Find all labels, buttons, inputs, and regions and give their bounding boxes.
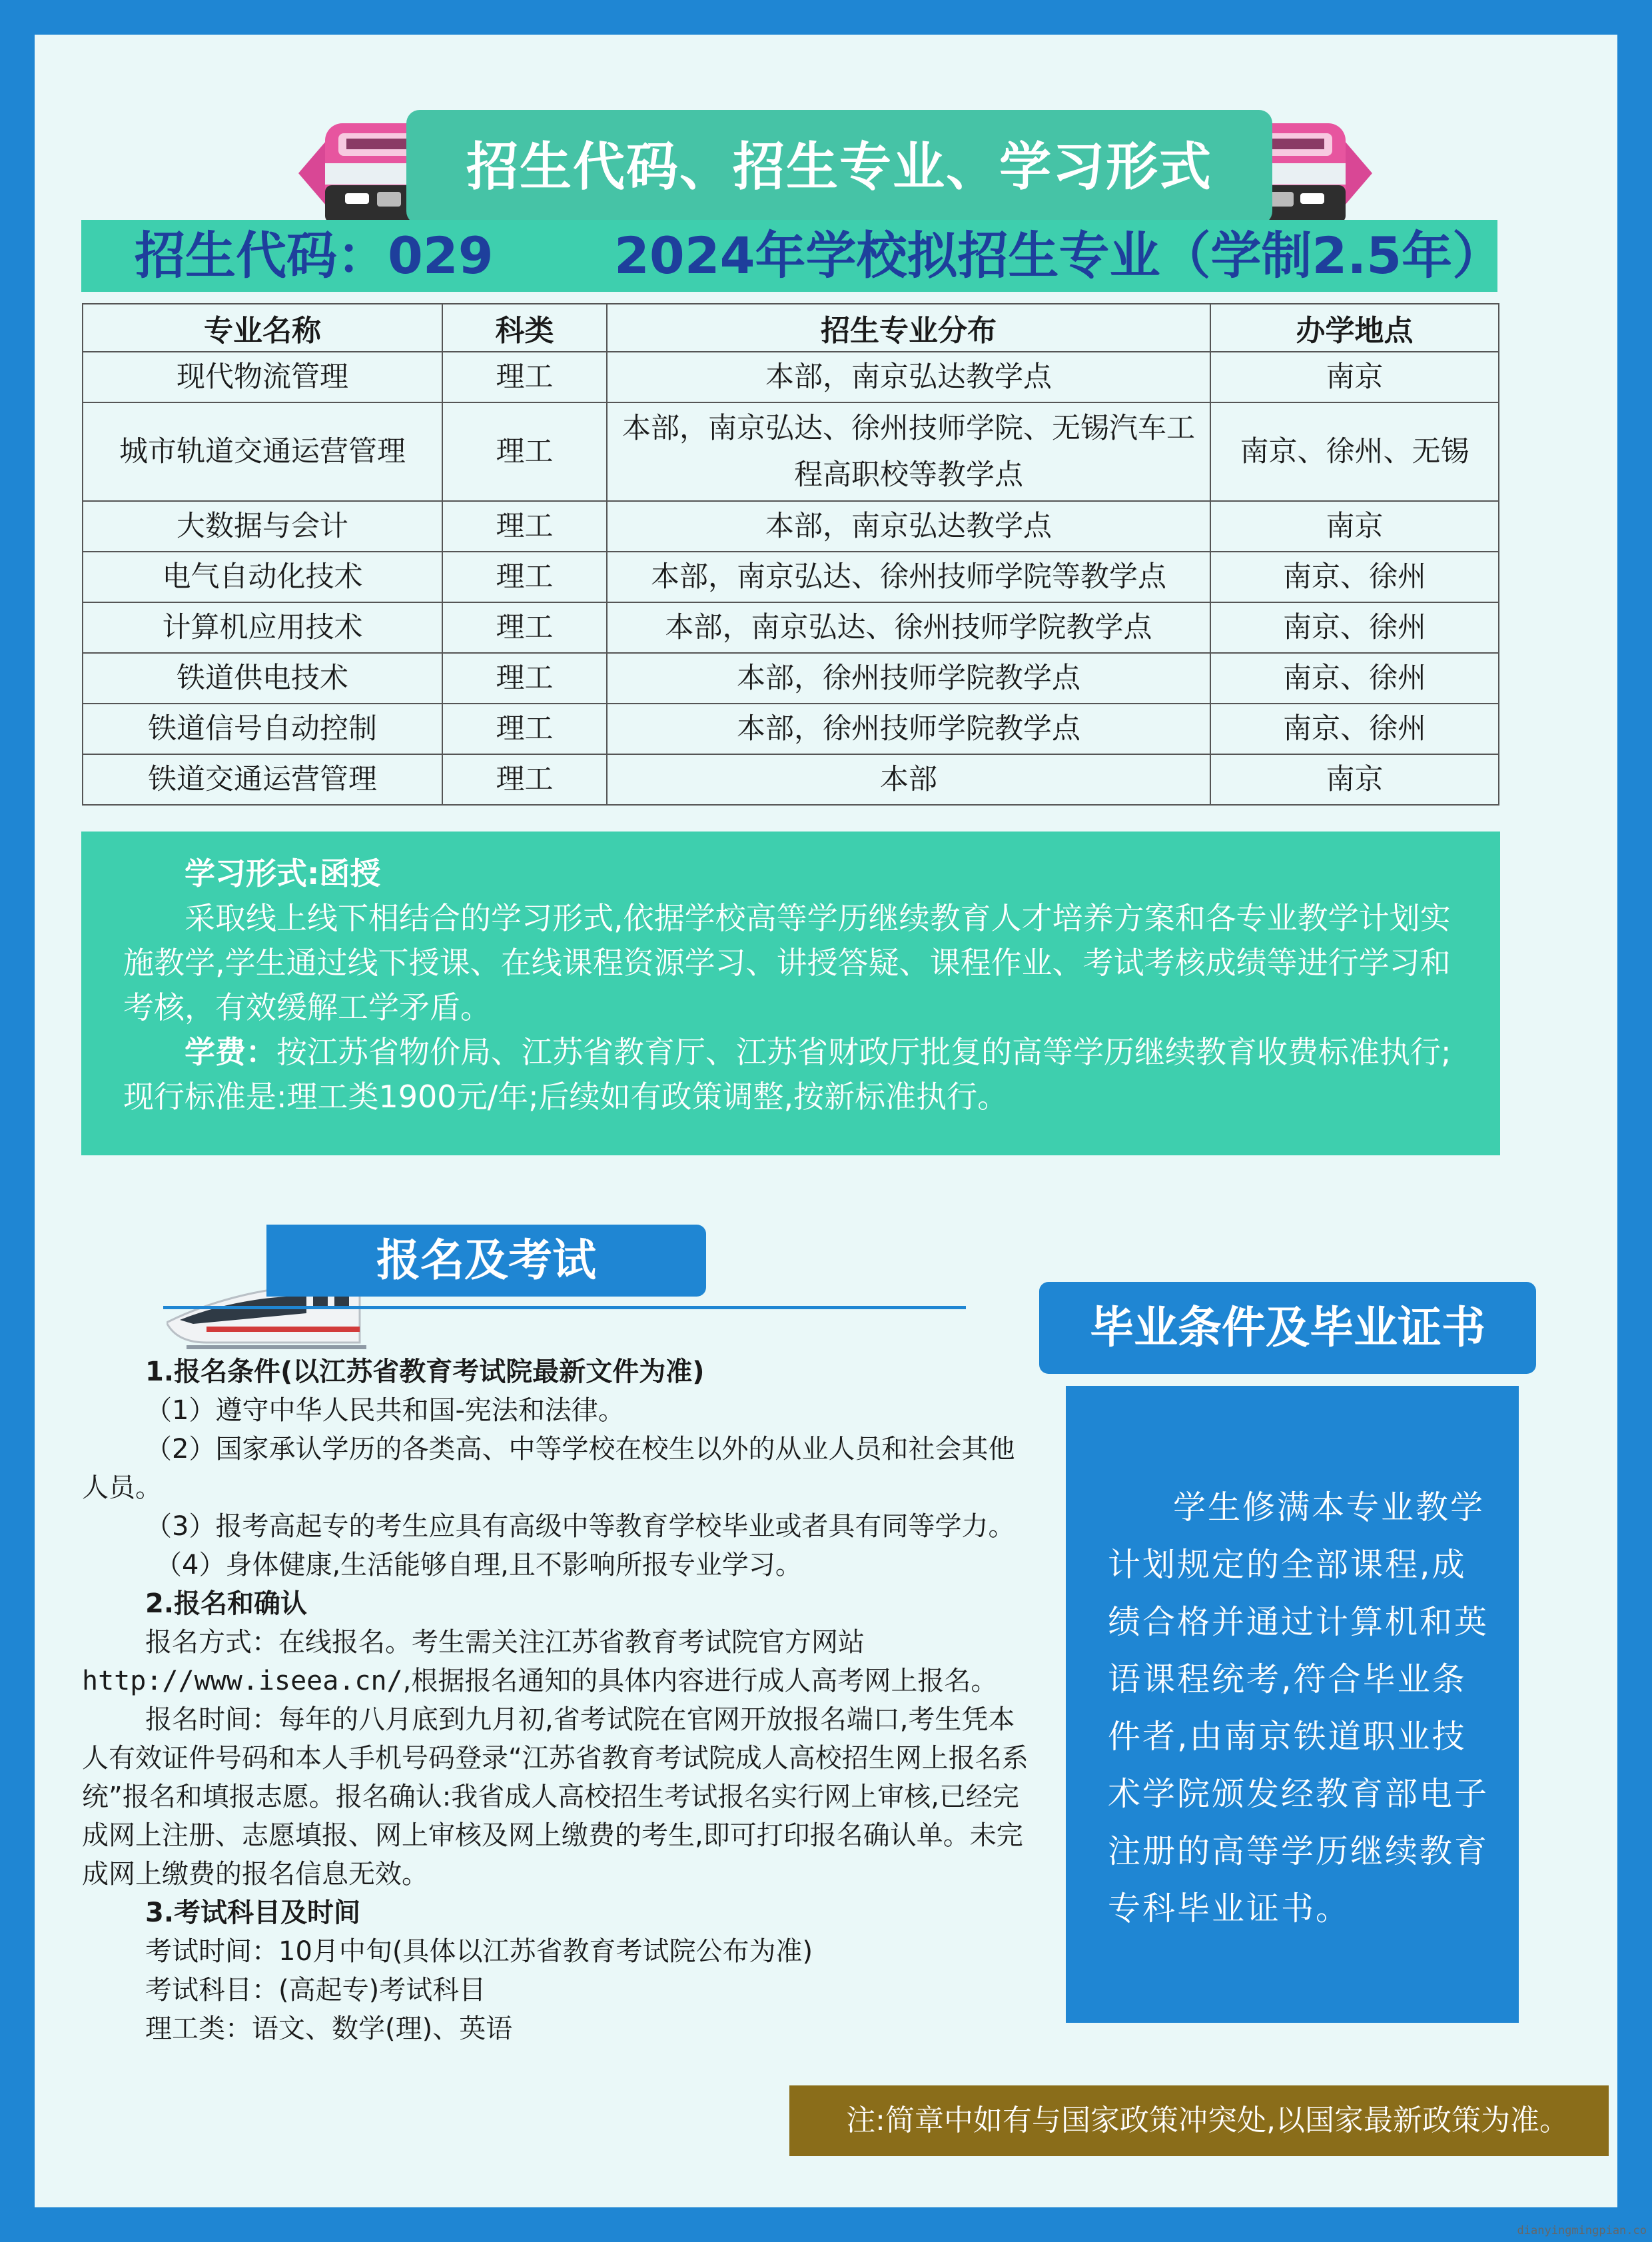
cell-distribution: 本部，徐州技师学院教学点 [607, 653, 1210, 704]
reg-condition-4: （4）身体健康,生活能够自理,且不影响所报专业学习。 [155, 1550, 802, 1580]
col-header-major: 专业名称 [83, 304, 442, 352]
watermark: dianyingmingpian.co [1517, 2224, 1647, 2237]
study-form-text: 采取线上线下相结合的学习形式,依据学校高等学历继续教育人才培养方案和各专业教学计划实施教学,学生通过线下授课、在线课程资源学习、讲授答疑、课程作业、考试考核成绩等进行学习和考核，有效缓解工学矛盾。 [123, 900, 1451, 1025]
exam-time: 考试时间：10月中旬(具体以江苏省教育考试院公布为准) [145, 1936, 813, 1967]
study-info-text [123, 851, 1462, 1119]
reg-heading-1: 1.报名条件(以江苏省教育考试院最新文件为准) [145, 1357, 705, 1387]
cell-category: 理工 [442, 501, 607, 552]
cell-category: 理工 [442, 704, 607, 754]
graduation-title: 毕业条件及毕业证书 [1090, 1302, 1485, 1353]
cell-distribution: 本部，南京弘达、徐州技师学院、无锡汽车工程高职校等教学点 [607, 402, 1210, 501]
col-header-distribution: 招生专业分布 [607, 304, 1210, 352]
cell-major: 电气自动化技术 [83, 552, 442, 602]
col-header-location: 办学地点 [1210, 304, 1499, 352]
cell-major: 现代物流管理 [83, 352, 442, 402]
reg-condition-3: （3）报考高起专的考生应具有高级中等教育学校毕业或者具有同等学力。 [145, 1511, 1015, 1542]
reg-method-tail: ,根据报名通知的具体内容进行成人高考网上报名。 [402, 1666, 998, 1696]
cell-distribution: 本部，南京弘达、徐州技师学院教学点 [607, 602, 1210, 653]
table-row [83, 602, 1499, 653]
cell-category: 理工 [442, 653, 607, 704]
cell-location: 南京、徐州 [1210, 602, 1499, 653]
table-row [83, 653, 1499, 704]
reg-method: 报名方式：在线报名。考生需关注江苏省教育考试院官方网站 [145, 1627, 865, 1658]
reg-condition-2: （2）国家承认学历的各类高、中等学校在校生以外的从业人员和社会其他人员。 [82, 1434, 1015, 1503]
table-header-row [83, 304, 1499, 352]
cell-distribution: 本部，南京弘达教学点 [607, 352, 1210, 402]
sub-banner-text [81, 220, 1503, 292]
table-row [83, 501, 1499, 552]
cell-category: 理工 [442, 352, 607, 402]
table-row [83, 352, 1499, 402]
reg-time: 报名时间：每年的八月底到九月初,省考试院在官网开放报名端口,考生凭本人有效证件号码和本人手机号码登录“江苏省教育考试院成人高校招生网上报名系统”报名和填报志愿。报名确认:我省成人高校招生考试报名实行网上审核,已经完成网上注册、志愿填报、网上审核及网上缴费的考生,即可打印报名确认单。未完成网上缴费的报名信息无效。 [82, 1704, 1029, 1890]
cell-major: 大数据与会计 [83, 501, 442, 552]
registration-content [82, 1353, 1041, 2048]
table-row [83, 754, 1499, 805]
study-form-label: 学习形式:函授 [185, 855, 381, 891]
cell-category: 理工 [442, 602, 607, 653]
majors-table [82, 303, 1499, 806]
reg-url-link[interactable]: http://www.iseea.cn/ [82, 1666, 403, 1696]
note-text: 注:简章中如有与国家政策冲突处,以国家最新政策为准。 [846, 2103, 1569, 2137]
cell-location: 南京、徐州 [1210, 653, 1499, 704]
section-divider [163, 1306, 966, 1309]
reg-heading-3: 3.考试科目及时间 [145, 1898, 361, 1928]
cell-location: 南京 [1210, 754, 1499, 805]
cell-major: 计算机应用技术 [83, 602, 442, 653]
enrollment-code: 招生代码：029 [135, 226, 494, 285]
cell-distribution: 本部，南京弘达教学点 [607, 501, 1210, 552]
cell-distribution: 本部 [607, 754, 1210, 805]
cell-major: 城市轨道交通运营管理 [83, 402, 442, 501]
reg-condition-1: （1）遵守中华人民共和国-宪法和法律。 [145, 1395, 625, 1426]
year-title: 2024年学校拟招生专业（学制2.5年） [614, 226, 1503, 285]
cell-distribution: 本部，南京弘达、徐州技师学院等教学点 [607, 552, 1210, 602]
exam-science: 理工类：语文、数学(理)、英语 [145, 2013, 513, 2044]
cell-location: 南京 [1210, 352, 1499, 402]
cell-location: 南京、徐州、无锡 [1210, 402, 1499, 501]
fee-text: 按江苏省物价局、江苏省教育厅、江苏省财政厅批复的高等学历继续教育收费标准执行;现行标准是:理工类1900元/年;后续如有政策调整,按新标准执行。 [123, 1034, 1451, 1115]
col-header-category: 科类 [442, 304, 607, 352]
cell-location: 南京、徐州 [1210, 552, 1499, 602]
table-row [83, 552, 1499, 602]
registration-title: 报名及考试 [376, 1235, 596, 1286]
cell-major: 铁道交通运营管理 [83, 754, 442, 805]
cell-location: 南京 [1210, 501, 1499, 552]
reg-heading-2: 2.报名和确认 [145, 1588, 308, 1619]
banner-title: 招生代码、招生专业、学习形式 [466, 137, 1212, 197]
cell-category: 理工 [442, 402, 607, 501]
cell-distribution: 本部，徐州技师学院教学点 [607, 704, 1210, 754]
table-row [83, 402, 1499, 501]
cell-category: 理工 [442, 552, 607, 602]
cell-category: 理工 [442, 754, 607, 805]
table-row [83, 704, 1499, 754]
fee-label: 学费： [185, 1034, 276, 1070]
cell-major: 铁道供电技术 [83, 653, 442, 704]
exam-subject: 考试科目：(高起专)考试科目 [145, 1975, 486, 2005]
graduation-text: 学生修满本专业教学计划规定的全部课程,成绩合格并通过计算机和英语课程统考,符合毕业条件者,由南京铁道职业技术学院颁发经教育部电子注册的高等学历继续教育专科毕业证书。 [1108, 1488, 1489, 1928]
cell-major: 铁道信号自动控制 [83, 704, 442, 754]
cell-location: 南京、徐州 [1210, 704, 1499, 754]
